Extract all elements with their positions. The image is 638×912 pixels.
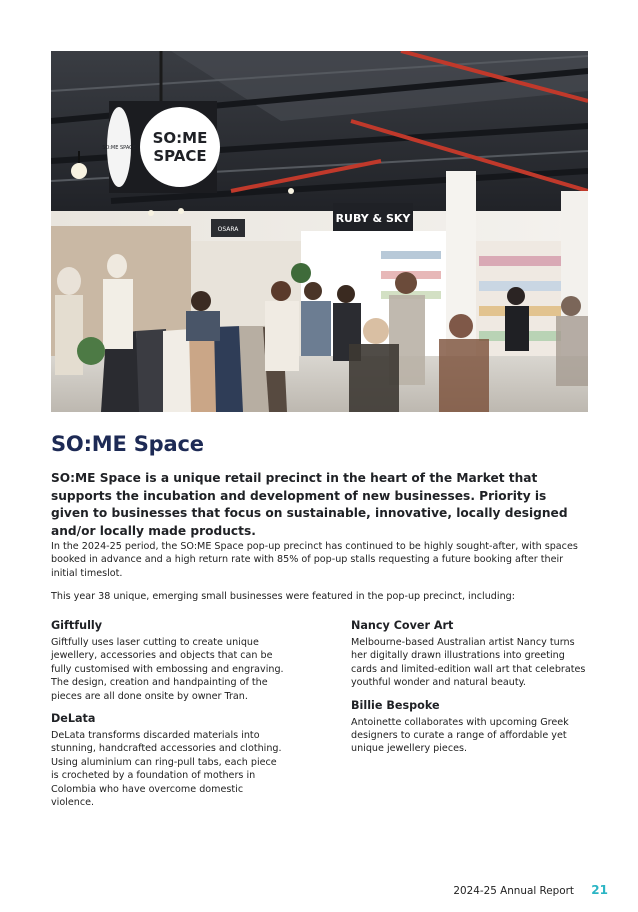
page-number: 21 bbox=[591, 883, 608, 897]
body-paragraph-period: In the 2024-25 period, the SO:ME Space pop-up precinct has continued to be highly sought-after, with spaces booked in advance and a high return rate with 85% of pop-up stalls requesting a future booking after their initial timeslot. bbox=[51, 541, 578, 579]
page-footer bbox=[453, 883, 608, 897]
business-name: DeLata bbox=[51, 712, 96, 726]
some-sign-line2: SPACE bbox=[153, 147, 207, 165]
business-giftfully bbox=[51, 618, 286, 703]
some-sign-line1: SO:ME bbox=[152, 129, 208, 147]
business-delata bbox=[51, 711, 286, 809]
business-name: Billie Bespoke bbox=[351, 698, 440, 712]
business-description: DeLata transforms discarded materials into stunning, handcrafted accessories and clothing. Using aluminium can ring-pull tabs, each piece is crocheted by a foundation of mothers in Colombia who have overcome domestic violence. bbox=[51, 730, 282, 809]
business-description: Melbourne-based Australian artist Nancy turns her digitally drawn illustrations into greeting cards and limited-edition wall art that celebrates youthful wonder and natural beauty. bbox=[351, 637, 586, 689]
market-photo bbox=[51, 51, 588, 412]
business-column-left bbox=[51, 618, 286, 817]
business-name: Giftfully bbox=[51, 619, 103, 632]
business-name: Nancy Cover Art bbox=[351, 619, 454, 632]
intro-paragraph: SO:ME Space is a unique retail precinct in the heart of the Market that supports the incubation and development of new businesses. Priority is given to businesses that focus on sustainable, innovative, locally designed and/or locally made products. bbox=[51, 471, 568, 538]
body-paragraph-businesses: This year 38 unique, emerging small businesses were featured in the pop-up precinct, including: bbox=[51, 591, 515, 602]
business-description: Antoinette collaborates with upcoming Greek designers to curate a range of affordable yet unique jewellery pieces. bbox=[351, 716, 569, 755]
osara-sign: OSARA bbox=[217, 226, 239, 233]
business-description: Giftfully uses laser cutting to create unique jewellery, accessories and objects that can be fully customised with embossing and engraving. The design, creation and handpainting of the pieces are all done onsite by owner Tran. bbox=[51, 637, 284, 702]
business-billie-bespoke bbox=[351, 698, 586, 756]
report-title: 2024-25 Annual Report bbox=[453, 885, 574, 897]
ruby-sky-sign: RUBY & SKY bbox=[335, 212, 411, 225]
page-title: SO:ME Space bbox=[51, 432, 204, 456]
business-column-right bbox=[351, 618, 586, 764]
business-nancy-cover-art bbox=[351, 618, 586, 690]
some-side-sign: SO:ME SPACE bbox=[102, 145, 136, 151]
